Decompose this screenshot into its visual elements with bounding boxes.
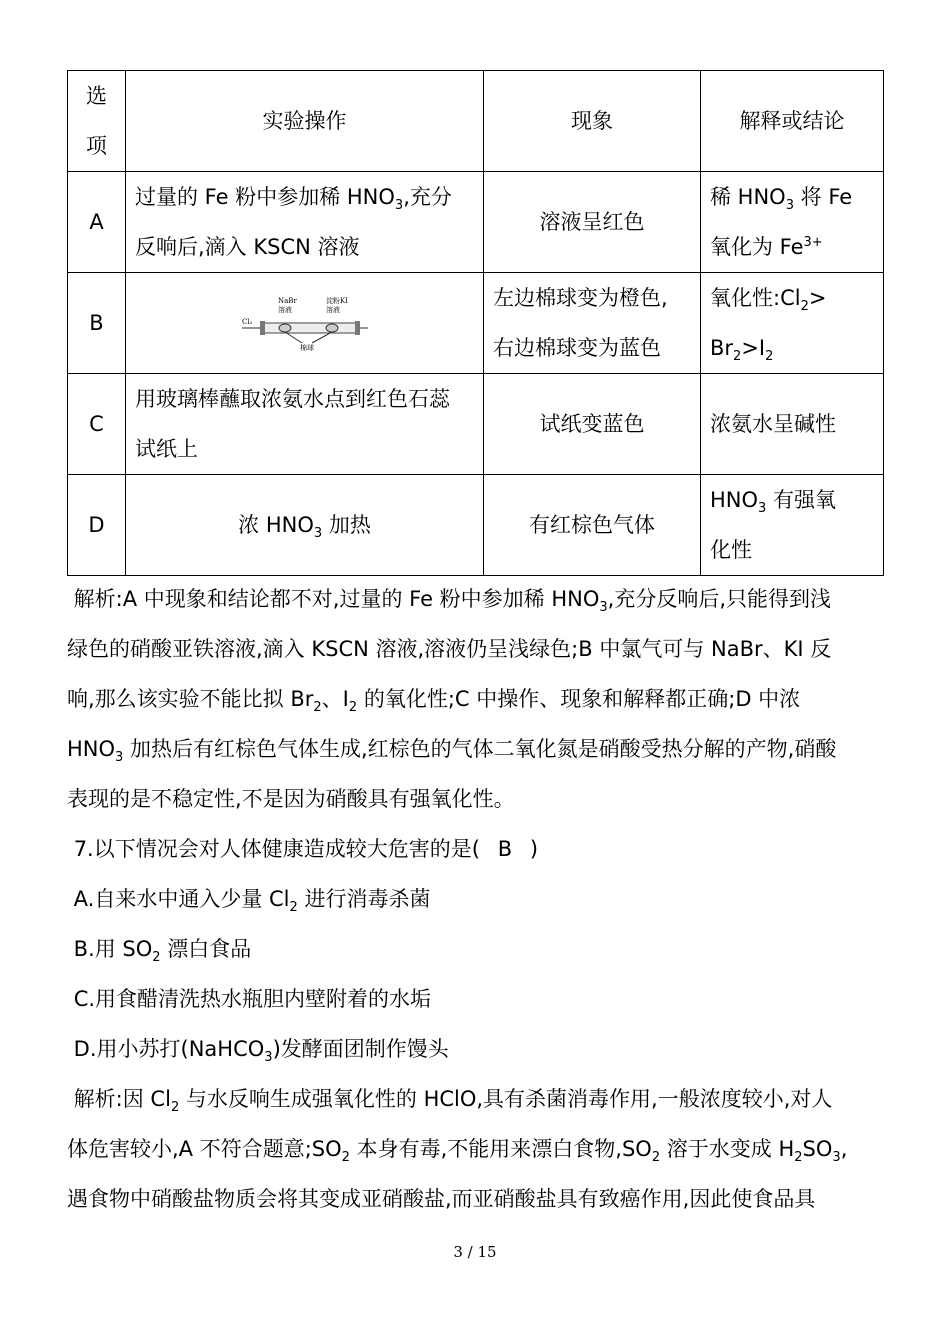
analysis7-line3: 遇食物中硝酸盐物质会将其变成亚硝酸盐,而亚硝酸盐具有致癌作用,因此使食品具 [67,1187,816,1211]
label-ki-solution: 溶液 [325,306,340,314]
option-a: A [68,172,126,273]
operation-a: 过量的 Fe 粉中参加稀 $HNO_3$,充分 反响后,滴入 KSCN 溶液 [126,172,484,273]
option-c: C [68,374,126,475]
phenomenon-c: 试纸变蓝色 [484,374,701,475]
page-number: 3 / 15 [453,1243,497,1261]
question7-option-d: D.用小苏打(NaHCO$_3$)发酵面团制作馒头 [67,1037,449,1066]
analysis7-line1: 解析:因 $Cl_2$ 与水反响生成强氧化性的 HClO,具有杀菌消毒作用,一般浓度较小,对人 [67,1087,833,1116]
option-d: D [68,475,126,576]
question7-option-c: C.用食醋清洗热水瓶胆内壁附着的水垢 [73,987,432,1011]
question7-option-b: B.用 $SO_2$ 漂白食品 [67,937,252,966]
conclusion-d: $HNO_3$ 有强氧 化性 [701,475,884,576]
analysis6-line1: 解析:A 中现象和结论都不对,过量的 Fe 粉中参加稀 $HNO_3$,充分反响后,只能得到浅 [67,587,832,616]
phenomenon-b: 左边棉球变为橙色, 右边棉球变为蓝色 [484,273,701,374]
analysis6-line5: 表现的是不稳定性,不是因为硝酸具有强氧化性。 [67,787,515,811]
header-operation: 实验操作 [126,71,484,172]
label-ki: 淀粉KI [325,297,348,305]
conclusion-a: 稀 $HNO_3$ 将 Fe 氧化为 $Fe^{3+}$ [701,172,884,273]
label-cotton: 棉球 [299,344,314,352]
table-row-a [68,172,884,273]
option-b: B [68,273,126,374]
header-option: 选 项 [68,71,126,172]
analysis7-line2: 体危害较小,A 不符合题意$;SO_2$ 本身有毒,不能用来漂白食物$,SO_2$ 溶于水变成 $H_2SO_3$, [67,1137,848,1166]
experiment-table [67,70,884,576]
conclusion-b: 氧化性$:Cl_2>$ $Br_2>I_2$ [701,273,884,374]
operation-c: 用玻璃棒蘸取浓氨水点到红色石蕊 试纸上 [126,374,484,475]
header-phenomenon: 现象 [484,71,701,172]
table-row-d [68,475,884,576]
operation-d: 浓 $HNO_3$ 加热 [126,475,484,576]
conclusion-c: 浓氨水呈碱性 [701,374,884,475]
table-header-row [68,71,884,172]
phenomenon-d: 有红棕色气体 [484,475,701,576]
label-cl2: Cl₂ [241,318,252,326]
table-row-b [68,273,884,374]
question7-answer: B [497,837,513,861]
label-nabr-solution: 溶液 [277,306,292,314]
question7-option-a: A.自来水中通入少量 $Cl_2$ 进行消毒杀菌 [67,887,431,916]
label-nabr: NaBr [277,297,297,305]
apparatus-diagram [240,288,370,358]
analysis6-line4: $HNO_3$ 加热后有红棕色气体生成,红棕色的气体二氧化氮是硝酸受热分解的产物,硝酸 [67,737,837,766]
table-row-c [68,374,884,475]
header-conclusion: 解释或结论 [701,71,884,172]
phenomenon-a: 溶液呈红色 [484,172,701,273]
operation-b [126,273,484,374]
question7-stem: 7.以下情况会对人体健康造成较大危害的是( B ) [67,824,883,874]
analysis6-line3: 响,那么该实验不能比拟 $Br_2$、$I_2$ 的氧化性;C 中操作、现象和解释都正确;D 中浓 [67,687,801,716]
analysis6-line2: 绿色的硝酸亚铁溶液,滴入 KSCN 溶液,溶液仍呈浅绿色;B 中氯气可与 NaBr、KI 反 [67,637,832,661]
